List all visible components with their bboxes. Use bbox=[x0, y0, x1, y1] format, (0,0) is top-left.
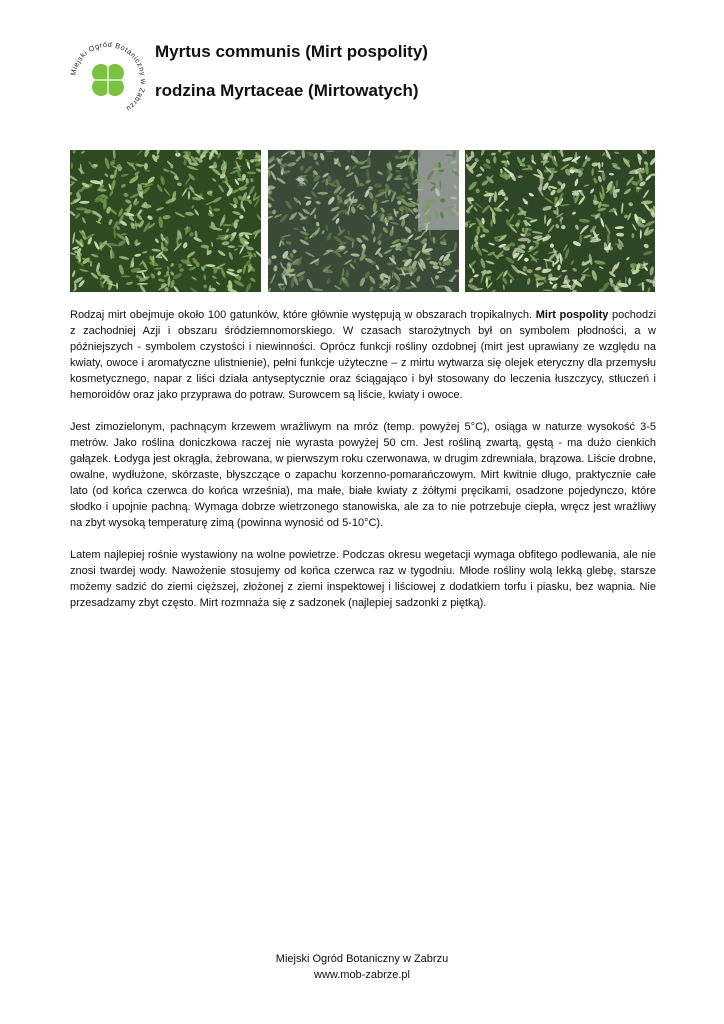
species-name-bold: Mirt pospolity bbox=[535, 309, 609, 321]
myrtle-photo-3 bbox=[465, 150, 655, 292]
paragraph-description: Jest zimozielonym, pachnącym krzewem wrażliwym na mróz (temp. powyżej 5°C), osiąga w naturze wysokość 3-5 metrów. Jako roślina doniczkowa raczej nie wyrasta powyżej 50 cm. Jest rośliną zwartą, gęstą - ma dużo cienkich gałązek. Łodyga jest okrągła, żebrowana, w pierwszym roku czerwonawa, w drugim zdrewniała, brązowa. Liście drobne, owalne, wydłużone, skórzaste, błyszczące o zapachu korzenno-pomarańczowym. Mirt kwitnie długo, praktycznie całe lato (od końca czerwca do końca września), ma małe, białe kwiaty z żółtymi pręcikami, osadzone pojedynczo, które słodko i upojnie pachną. Wymaga dobrze wietrzonego stanowiska, ale za to nie potrzebuje ciepła, wręcz jest wrażliwy na zbyt wysoką temperaturę zimą (powinna wynosić od 5-10°C). bbox=[70, 421, 656, 529]
header bbox=[155, 42, 428, 101]
myrtle-photo-1 bbox=[70, 150, 261, 292]
paragraph-intro bbox=[70, 307, 656, 403]
clover-icon bbox=[68, 40, 148, 120]
garden-logo bbox=[68, 40, 148, 120]
paragraph-care: Latem najlepiej rośnie wystawiony na wolne powietrze. Podczas okresu wegetacji wymaga obfitego podlewania, ale nie znosi twardej wody. Nawożenie stosujemy od końca czerwca raz w tygodniu. Młode rośliny wolą lekką glebę, starsze możemy sadzić do ziemi cięższej, złożonej z ziemi inspektowej i liściowej z dodatkiem torfu i piasku, bez wapnia. Nie przesadzamy zbyt często. Mirt rozmnaża się z sadzonek (najlepiej sadzonki z piętką). bbox=[70, 549, 656, 609]
myrtle-photo-2 bbox=[268, 150, 459, 292]
footer-website: www.mob-zabrze.pl bbox=[314, 969, 410, 981]
photo-strip bbox=[70, 150, 655, 292]
page-title: Myrtus communis (Mirt pospolity) bbox=[155, 42, 428, 61]
page-subtitle: rodzina Myrtaceae (Mirtowatych) bbox=[155, 81, 419, 100]
intro-text: Rodzaj mirt obejmuje około 100 gatunków, które głównie występują w obszarach tropikalnych. bbox=[70, 309, 536, 321]
footer-organization: Miejski Ogród Botaniczny w Zabrzu bbox=[275, 953, 449, 965]
footer bbox=[0, 951, 724, 983]
article-body bbox=[70, 307, 656, 627]
intro-text-continued: pochodzi z zachodniej Azji i obszaru śródziemnomorskiego. W czasach starożytnych był on symbolem płodności, a w późniejszych - symbolem czystości i niewinności. Oprócz funkcji rośliny ozdobnej (mirt jest uprawiany ze względu na kwiaty, owoce i aromatyczne ulistnienie), pełni funkcje użyteczne – z mirtu wytwarza się olejek eteryczny dla przemysłu kosmetycznego, napar z liści działa antyseptycznie oraz ściągająco i był stosowany do leczenia łuszczycy, stłuczeń i hemoroidów oraz jako przyprawa do potraw. Surowcem są liście, kwiaty i owoce. bbox=[70, 309, 657, 401]
logo-ring-text: Miejski Ogród Botaniczny w Zabrzu bbox=[68, 40, 148, 114]
